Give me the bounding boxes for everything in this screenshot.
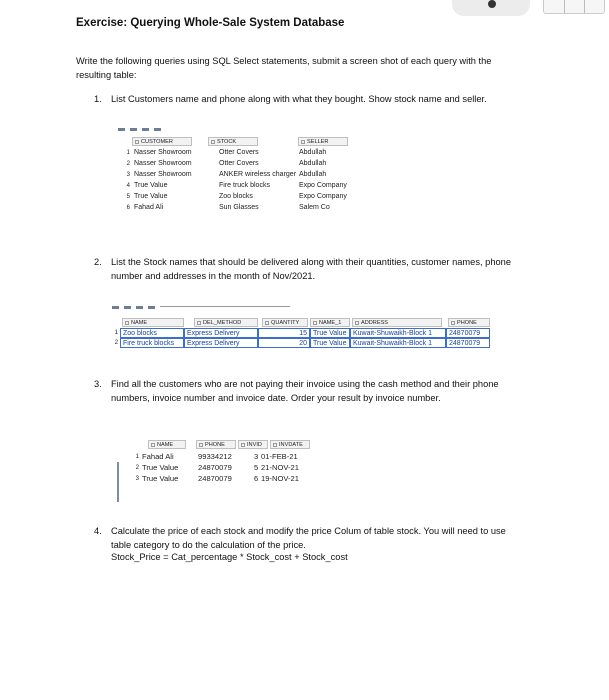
formula-text: Stock_Price = Cat_percentage * Stock_cost + Stock_cost bbox=[111, 552, 348, 562]
table-cell: 24870079 bbox=[446, 338, 490, 348]
pill-dot-icon bbox=[488, 0, 496, 8]
table-cell: Fire truck blocks bbox=[120, 338, 184, 348]
table-cell: True Value bbox=[142, 474, 179, 483]
table-cell: Salem Co bbox=[299, 204, 330, 211]
column-header[interactable]: NAME_1 bbox=[310, 318, 350, 327]
table-cell: 20 bbox=[258, 338, 310, 348]
column-header[interactable]: STOCK bbox=[208, 137, 258, 146]
table-cell: 24870079 bbox=[198, 474, 232, 483]
table-cell: 01-FEB-21 bbox=[261, 452, 298, 461]
column-header[interactable]: DEL_METHOD bbox=[194, 318, 258, 327]
table-cell: Nasser Showroom bbox=[134, 160, 192, 167]
table-cell: True Value bbox=[310, 328, 350, 338]
row-number: 3 bbox=[135, 476, 139, 482]
table-cell: True Value bbox=[134, 182, 168, 189]
window-pill[interactable] bbox=[452, 0, 530, 16]
column-header[interactable]: CUSTOMER bbox=[132, 137, 192, 146]
table-cell: Expo Company bbox=[299, 182, 347, 189]
table-cell: Abdullah bbox=[299, 149, 327, 156]
table-cell: Kuwait-Shuwaikh-Block 1 bbox=[350, 328, 446, 338]
question-text: Calculate the price of each stock and modify the price Colum of table stock. You will need to use table category to do the calculation of the price. bbox=[111, 526, 506, 550]
table-cell: 21-NOV-21 bbox=[261, 463, 299, 472]
table-cell: Express Delivery bbox=[184, 328, 258, 338]
page-title: Exercise: Querying Whole-Sale System Database bbox=[76, 17, 345, 29]
row-number: 1 bbox=[126, 150, 130, 156]
question-text: Find all the customers who are not paying their invoice using the cash method and their phone numbers, invoice number and invoice date. Order your result by invoice number. bbox=[111, 379, 499, 403]
table-cell: 24870079 bbox=[198, 463, 232, 472]
table-cell: 5 bbox=[254, 463, 259, 472]
table-cell: True Value bbox=[310, 338, 350, 348]
row-number: 1 bbox=[135, 454, 139, 460]
row-number: 2 bbox=[135, 465, 139, 471]
intro-text: Write the following queries using SQL Select statements, submit a screen shot of each query with the resulting table: bbox=[76, 56, 492, 80]
table-cell: Nasser Showroom bbox=[134, 171, 192, 178]
table-cell: True Value bbox=[134, 193, 168, 200]
table-cell: Fahad Ali bbox=[142, 452, 174, 461]
row-number: 5 bbox=[126, 194, 130, 200]
table-cell: 3 bbox=[254, 452, 259, 461]
column-header[interactable]: NAME bbox=[148, 440, 186, 449]
row-number: 6 bbox=[126, 205, 130, 211]
table-cell: 6 bbox=[254, 474, 259, 483]
column-header[interactable]: QUANTITY bbox=[262, 318, 308, 327]
result-table-3 bbox=[128, 436, 328, 496]
table-cell: Zoo blocks bbox=[120, 328, 184, 338]
table-cell: Sun Glasses bbox=[219, 204, 259, 211]
column-header[interactable]: PHONE bbox=[196, 440, 236, 449]
question-number: 3. bbox=[94, 379, 102, 389]
table-cell: Nasser Showroom bbox=[134, 149, 192, 156]
table-cell: Otter Covers bbox=[219, 149, 259, 156]
table-cell: Expo Company bbox=[299, 193, 347, 200]
table-cell: Otter Covers bbox=[219, 160, 259, 167]
question-number: 2. bbox=[94, 257, 102, 267]
column-header[interactable]: SELLER bbox=[298, 137, 348, 146]
grid-left-bar bbox=[117, 462, 119, 502]
row-number: 2 bbox=[114, 340, 118, 346]
table-cell: 24870079 bbox=[446, 328, 490, 338]
table-cell: 15 bbox=[258, 328, 310, 338]
question-text: List the Stock names that should be delivered along with their quantities, customer names, phone number and addresses in the month of Nov/2021. bbox=[111, 257, 511, 281]
row-number: 4 bbox=[126, 183, 130, 189]
grid-toolbar bbox=[112, 306, 295, 310]
table-cell: 99334212 bbox=[198, 452, 232, 461]
row-number: 2 bbox=[126, 161, 130, 167]
column-header[interactable]: PHONE bbox=[448, 318, 490, 327]
row-number: 3 bbox=[126, 172, 130, 178]
table-cell: ANKER wireless charger bbox=[219, 171, 297, 178]
table-cell: Express Delivery bbox=[184, 338, 258, 348]
question-number: 4. bbox=[94, 526, 102, 536]
table-cell: Fire truck blocks bbox=[219, 182, 270, 189]
table-cell: Abdullah bbox=[299, 171, 327, 178]
column-header[interactable]: INVDATE bbox=[270, 440, 310, 449]
table-cell: 19-NOV-21 bbox=[261, 474, 299, 483]
result-table-1 bbox=[118, 128, 368, 228]
row-number: 1 bbox=[114, 330, 118, 336]
window-controls[interactable] bbox=[543, 0, 605, 14]
question-number: 1. bbox=[94, 94, 102, 104]
column-header[interactable]: ADDRESS bbox=[352, 318, 442, 327]
column-header[interactable]: NAME bbox=[122, 318, 184, 327]
table-cell: Fahad Ali bbox=[134, 204, 164, 211]
table-cell: Abdullah bbox=[299, 160, 327, 167]
grid-toolbar bbox=[118, 128, 166, 132]
column-header[interactable]: INVID bbox=[238, 440, 268, 449]
question-text: List Customers name and phone along with what they bought. Show stock name and seller. bbox=[111, 94, 487, 104]
table-cell: True Value bbox=[142, 463, 179, 472]
table-cell: Zoo blocks bbox=[219, 193, 253, 200]
result-table-2 bbox=[112, 306, 492, 356]
table-cell: Kuwait-Shuwaikh-Block 1 bbox=[350, 338, 446, 348]
